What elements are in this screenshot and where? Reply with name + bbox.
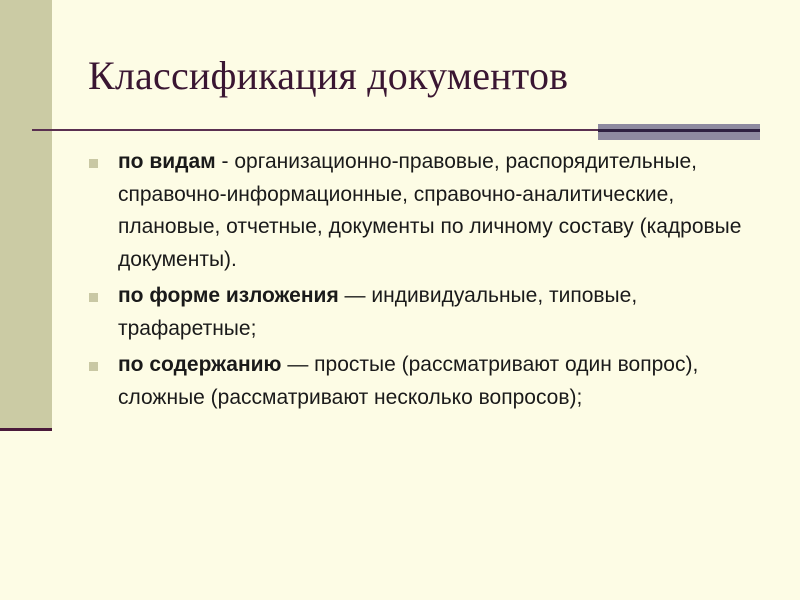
bullet-text: - организационно-правовые, распорядительные, справочно-информационные, справочно-аналитические, плановые, отчетные, документы по личному составу (кадровые документы). [118,150,742,271]
square-bullet-icon [89,159,98,168]
bullet-text: — индивидуальные, типовые, трафаретные; [118,284,638,340]
bullet-term: по содержанию [118,353,282,376]
title-accent-block [598,124,760,140]
title-accent-line [598,129,760,132]
bullet-term: по видам [118,150,216,173]
square-bullet-icon [89,362,98,371]
bullet-list [88,146,768,418]
side-band-divider [0,428,52,431]
slide-title: Классификация документов [88,53,569,98]
bullet-item-content [88,349,768,414]
bullet-text: — простые (рассматривают один вопрос), сложные (рассматривают несколько вопросов); [118,353,699,409]
bullet-item-form [88,280,768,345]
bullet-term: по форме изложения [118,284,339,307]
square-bullet-icon [89,293,98,302]
side-band [0,0,52,430]
bullet-item-types [88,146,768,276]
